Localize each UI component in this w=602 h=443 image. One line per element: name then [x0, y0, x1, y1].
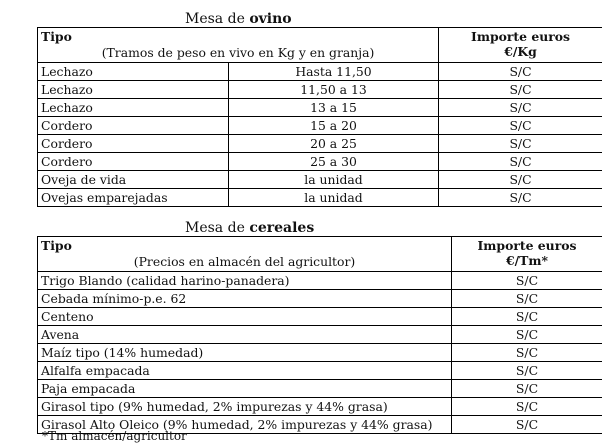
table-row: Girasol Alto Oleico (9% humedad, 2% impurezas y 44% grasa) S/C	[38, 416, 602, 434]
table-row: Trigo Blando (calidad harino-panadera) S/C	[38, 272, 602, 290]
table-row: Cordero 15 a 20 S/C	[38, 117, 602, 135]
cereales-title: Mesa de cereales	[185, 219, 314, 237]
cereales-tipo-header: Tipo (Precios en almacén del agricultor)	[38, 237, 452, 272]
table-row: Oveja de vida la unidad S/C	[38, 171, 602, 189]
table-row: Cordero 20 a 25 S/C	[38, 135, 602, 153]
footnote: *Tm almacén/agricultor	[42, 429, 187, 443]
table-row: Cebada mínimo-p.e. 62 S/C	[38, 290, 602, 308]
ovino-table	[37, 27, 602, 207]
table-row: Girasol tipo (9% humedad, 2% impurezas y 44% grasa) S/C	[38, 398, 602, 416]
table-row: Paja empacada S/C	[38, 380, 602, 398]
ovino-title: Mesa de ovino	[185, 10, 292, 28]
table-row: Maíz tipo (14% humedad) S/C	[38, 344, 602, 362]
cereales-importe-header: Importe euros €/Tm*	[452, 237, 602, 272]
cereales-table	[37, 236, 602, 434]
table-row: Cordero 25 a 30 S/C	[38, 153, 602, 171]
cereales-header-row	[38, 237, 602, 272]
ovino-importe-header: Importe euros €/Kg	[439, 28, 602, 63]
table-row: Avena S/C	[38, 326, 602, 344]
table-row: Ovejas emparejadas la unidad S/C	[38, 189, 602, 207]
ovino-header-row	[38, 28, 602, 63]
table-row: Alfalfa empacada S/C	[38, 362, 602, 380]
table-row: Lechazo 11,50 a 13 S/C	[38, 81, 602, 99]
table-row: Lechazo 13 a 15 S/C	[38, 99, 602, 117]
ovino-tipo-header: Tipo (Tramos de peso en vivo en Kg y en granja)	[38, 28, 439, 63]
table-row: Lechazo Hasta 11,50 S/C	[38, 63, 602, 81]
table-row: Centeno S/C	[38, 308, 602, 326]
